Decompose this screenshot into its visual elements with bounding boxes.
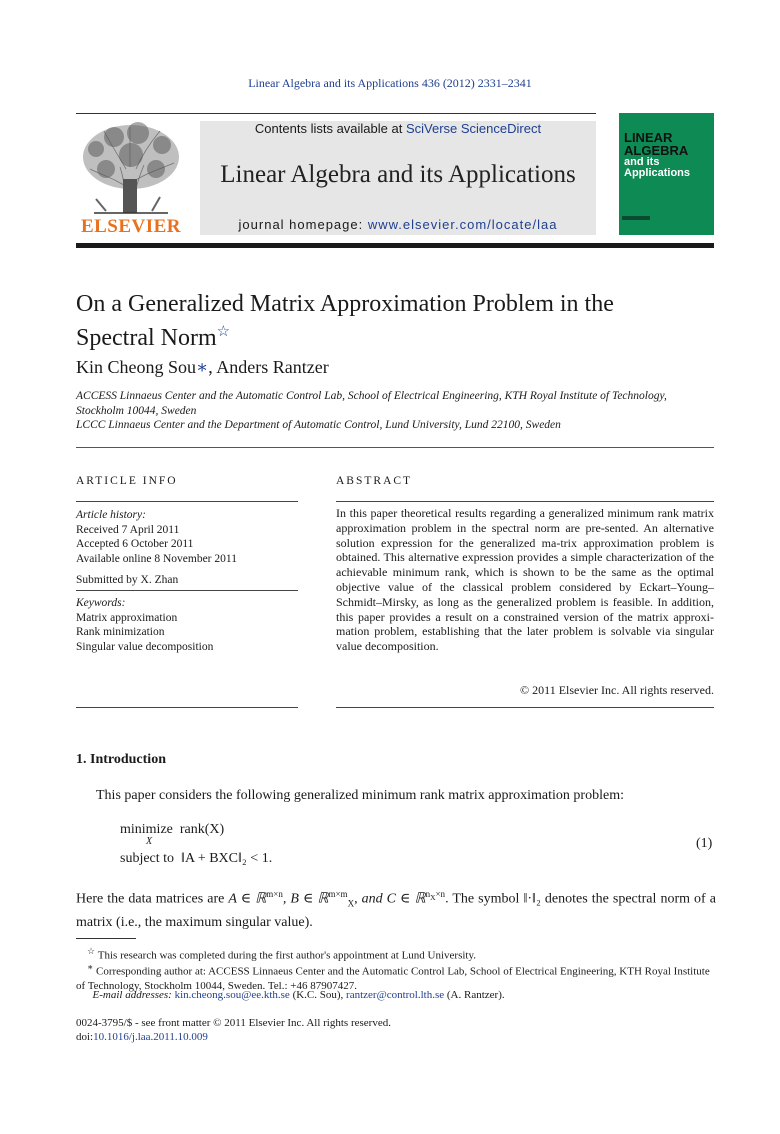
sciencedirect-link[interactable]: SciVerse ScienceDirect xyxy=(405,121,542,136)
section-rule xyxy=(76,447,714,448)
abstract-rule xyxy=(336,501,714,502)
issn-line: 0024-3795/$ - see front matter © 2011 Elsevier Inc. All rights reserved. xyxy=(76,1017,391,1029)
header-rule xyxy=(76,113,596,114)
footnote: ∗ Corresponding author at: ACCESS Linnaeus Center and the Automatic Control Lab, School of Electrical Engineering, KTH Royal Institute of Technology, Stockholm 10044, Sweden. Tel.: +46 87907427. xyxy=(76,962,710,992)
body-paragraph: This paper considers the following generalized minimum rank matrix approximation problem: xyxy=(96,788,624,803)
keyword: Rank minimization xyxy=(76,626,165,638)
info-rule xyxy=(76,590,298,591)
abstract-rule xyxy=(336,707,714,708)
homepage-line: journal homepage: www.elsevier.com/locate/laa xyxy=(238,217,558,232)
article-history: Article history: Received 7 April 2011 Accepted 6 October 2011 Available online 8 November 2011 xyxy=(76,509,237,565)
cover-title: LINEAR ALGEBRA xyxy=(624,130,689,158)
article-title: On a Generalized Matrix Approximation Problem in the Spectral Norm☆ xyxy=(76,291,614,351)
keyword: Matrix approximation xyxy=(76,611,178,624)
footnote: ☆ This research was completed during the first author's appointment at Lund University. xyxy=(87,946,477,962)
title-footnote-mark[interactable]: ☆ xyxy=(216,324,231,340)
equation-number: (1) xyxy=(696,836,713,851)
affiliation: LCCC Linnaeus Center and the Department of Automatic Control, Lund University, Lund 22100, Sweden xyxy=(76,419,561,431)
abstract-text: In this paper theoretical results regarding a generalized minimum rank matrix approximation problem in the spectral norm are pre-sented. An alternative solution expression for the generalized ma-trix approximation problem is obtained. This alternative expression provides a simple characterization of the achievable minimum rank, which is shown to be the same as the optimal objective value of the classical problem considered by Eckart–Young–Schmidt–Mirsky, as long as the generalized problem is feasible. In addition, this paper provides a result on a constrained version of the matrix approxi-mation problem, establishing that the later problem is solvable via singular value decomposition. xyxy=(336,506,714,654)
elsevier-wordmark: ELSEVIER xyxy=(80,216,182,237)
contents-line: Contents lists available at SciVerse ScienceDirect xyxy=(254,121,542,136)
author-list: Kin Cheong Sou∗, Anders Rantzer xyxy=(76,357,329,377)
doi-line: doi:10.1016/j.laa.2011.10.009 xyxy=(76,1031,208,1043)
email-link[interactable]: kin.cheong.sou@ee.kth.se xyxy=(174,989,290,1001)
affiliation: ACCESS Linnaeus Center and the Automatic Control Lab, School of Electrical Engineering, KTH Royal Institute of Technology, Stockholm 10044, Sweden xyxy=(76,390,667,417)
submitted-by: Submitted by X. Zhan xyxy=(76,574,179,586)
abstract-heading: ABSTRACT xyxy=(336,475,413,487)
header-thick-rule xyxy=(76,243,714,248)
cover-strip xyxy=(622,216,650,220)
info-rule xyxy=(76,501,298,502)
corresponding-author-mark[interactable]: ∗ xyxy=(196,357,209,377)
footnote-rule xyxy=(76,938,136,939)
keywords: Keywords: Matrix approximation Rank minimization Singular value decomposition xyxy=(76,596,298,654)
journal-citation[interactable]: Linear Algebra and its Applications 436 (2012) 2331–2341 xyxy=(248,76,532,90)
article-info-heading: ARTICLE INFO xyxy=(76,475,178,487)
author-name: Anders Rantzer xyxy=(216,357,329,377)
author-name: Kin Cheong Sou xyxy=(76,357,197,377)
doi-link[interactable]: 10.1016/j.laa.2011.10.009 xyxy=(93,1031,208,1043)
equation-variable: X xyxy=(146,836,153,847)
journal-name: Linear Algebra and its Applications xyxy=(220,161,576,188)
footnote-emails: E-mail addresses: kin.cheong.sou@ee.kth.se (K.C. Sou), rantzer@control.lth.se (A. Rantzer). xyxy=(92,989,505,1001)
section-heading: 1. Introduction xyxy=(76,752,166,767)
cover-subtitle: and its Applications xyxy=(624,156,691,179)
abstract-copyright: © 2011 Elsevier Inc. All rights reserved. xyxy=(520,683,714,697)
body-paragraph: Here the data matrices are A ∈ ℝ$^{m\times n}$, B ∈ ℝ$^{m\times m}_X$, and C ∈ ℝ$^{n_X\times n}$. The symbol ‖·‖₂ denotes the spectral norm of a matrix (i.e., the maximum singular value). xyxy=(76,889,716,931)
equation-objective: minimize rank(X) xyxy=(120,822,225,837)
keyword: Singular value decomposition xyxy=(76,640,214,653)
email-link[interactable]: rantzer@control.lth.se xyxy=(346,989,445,1001)
equation-constraint: subject to ‖A + BXC‖₂ < 1. xyxy=(120,851,273,866)
info-rule xyxy=(76,707,298,708)
homepage-link[interactable]: www.elsevier.com/locate/laa xyxy=(367,217,558,232)
